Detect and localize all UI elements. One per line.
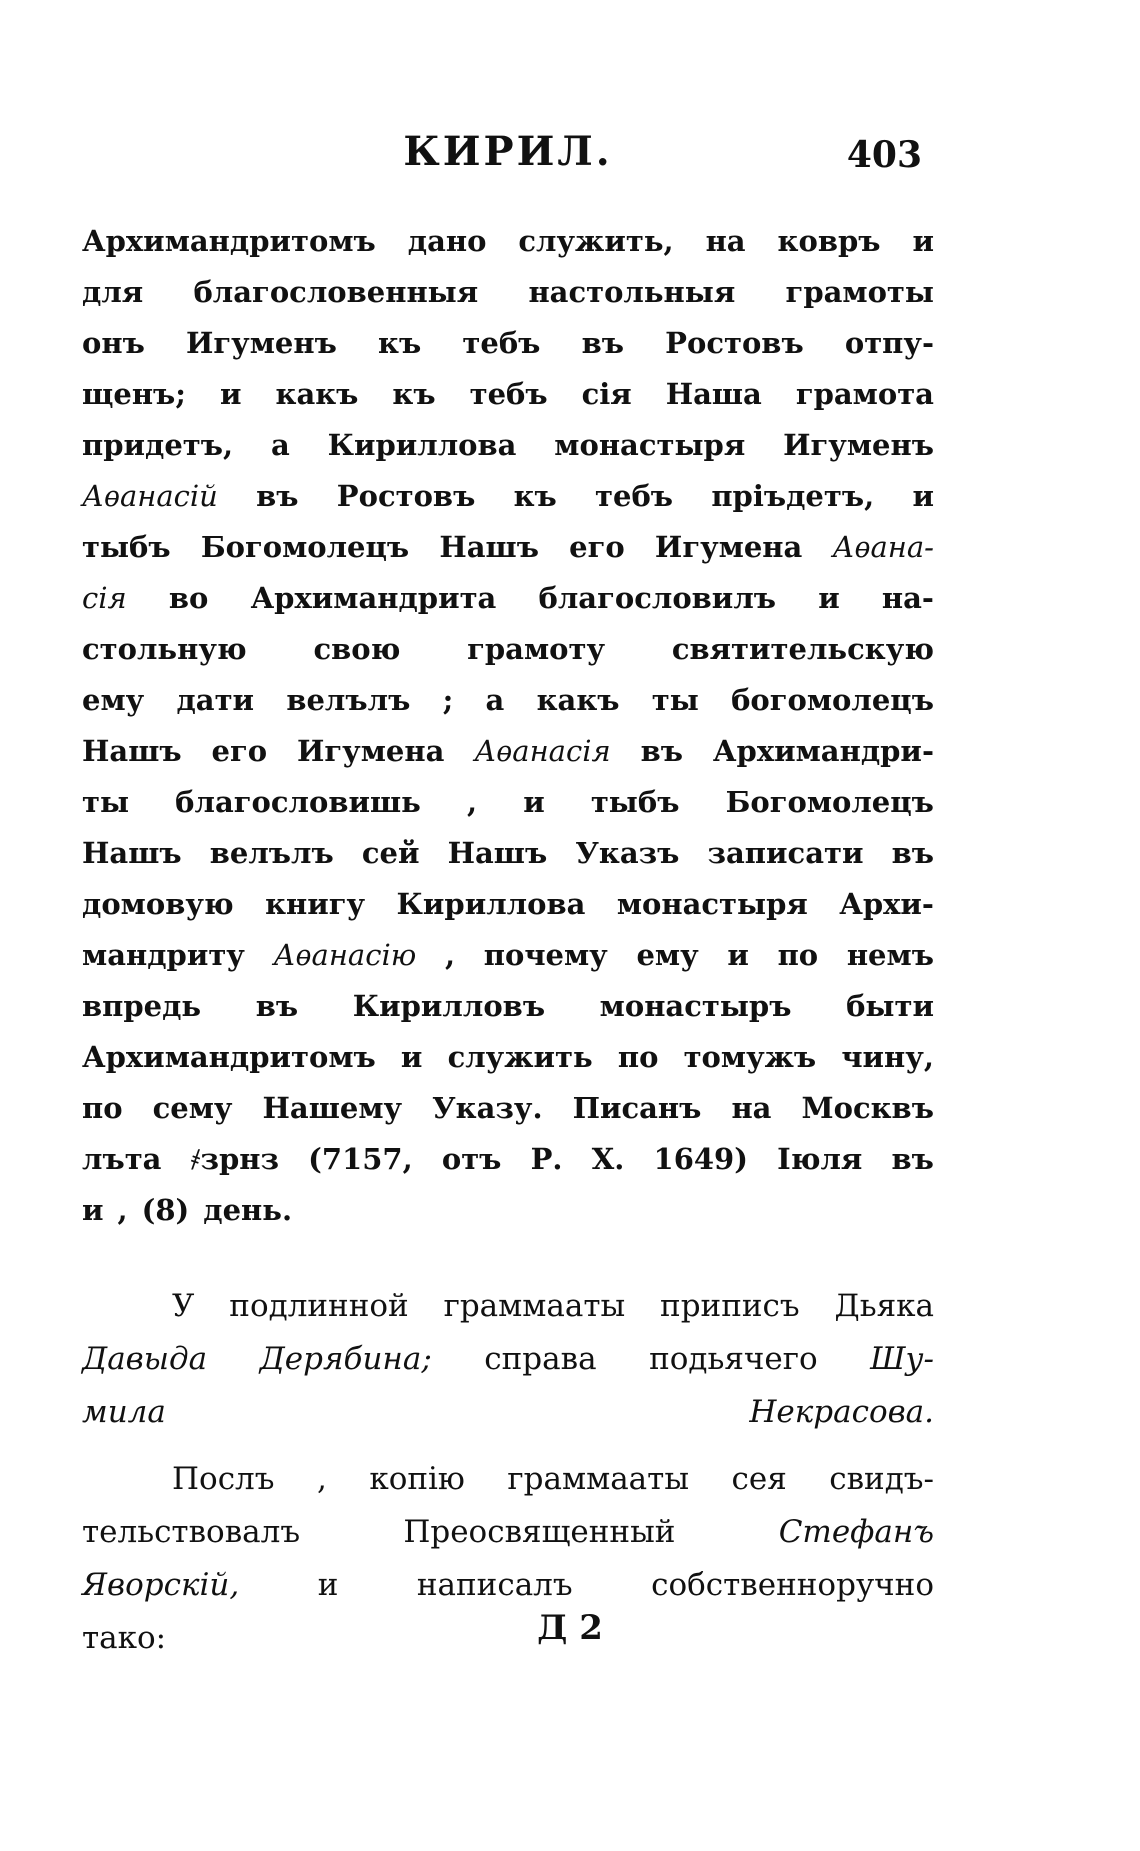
word: Игуменъ (186, 326, 337, 360)
word: Богомолецъ (725, 785, 934, 819)
word: Кирилловъ (352, 989, 546, 1023)
word: Некрасова. (749, 1394, 934, 1430)
word: ковръ (777, 224, 881, 258)
word: граммааты (507, 1461, 689, 1497)
word: Богомолецъ (200, 530, 410, 564)
word: ; (442, 683, 454, 717)
word: Наша (665, 377, 762, 411)
word: грамоту (467, 632, 606, 666)
text-line (82, 216, 934, 267)
word: сія (82, 581, 127, 615)
word: впредь (82, 989, 202, 1023)
word: Аѳанасія (474, 734, 611, 768)
word: Кириллова (327, 428, 517, 462)
word: на (731, 1091, 772, 1125)
word: , (444, 938, 456, 972)
word: Давыда (82, 1341, 208, 1377)
word: къ (513, 479, 557, 513)
word: домовую (82, 887, 234, 921)
word: велълъ (286, 683, 411, 717)
word: святительскую (671, 632, 934, 666)
word: ему (636, 938, 699, 972)
word: ему (82, 683, 145, 717)
word: Москвъ (801, 1091, 934, 1125)
word: монастыря (616, 887, 808, 921)
word: на (705, 224, 746, 258)
word: тыбъ (82, 530, 171, 564)
word: на- (881, 581, 934, 615)
word: Аѳанасію (273, 938, 417, 972)
word: Послъ (172, 1461, 275, 1497)
word: тебъ (469, 377, 548, 411)
word: граммааты (443, 1288, 626, 1324)
word: по (82, 1091, 123, 1125)
word: и (727, 938, 749, 972)
word: для (82, 275, 144, 309)
word: по (777, 938, 819, 972)
running-title: КИРИЛ. (403, 128, 613, 175)
word: отпу- (844, 326, 934, 360)
text-line (82, 777, 934, 828)
word: быти (846, 989, 934, 1023)
word: настольныя (528, 275, 736, 309)
word: въ (256, 479, 299, 513)
text-line (82, 1032, 934, 1083)
word: (7157, (308, 1142, 413, 1176)
word: Архимандритомъ (82, 224, 376, 258)
text-line (82, 1134, 934, 1185)
word: Нашъ (439, 530, 539, 564)
word: справа (484, 1341, 597, 1377)
word: У (172, 1288, 195, 1324)
word: стольную (82, 632, 247, 666)
word: подьячего (649, 1341, 818, 1377)
word: какъ (536, 683, 620, 717)
word: Х. (591, 1142, 625, 1176)
word: щенъ; (82, 377, 187, 411)
text-line (82, 318, 934, 369)
word: тыбъ (590, 785, 680, 819)
word: Архимандрита (250, 581, 497, 615)
word: тельствовалъ (82, 1514, 301, 1550)
word: немъ (846, 938, 934, 972)
word: его (211, 734, 268, 768)
word: написалъ (416, 1567, 573, 1603)
word: Яворскій, (82, 1567, 240, 1603)
word: Ростовъ (336, 479, 476, 513)
word: , (117, 1193, 128, 1227)
text-line (82, 573, 934, 624)
word: книгу (265, 887, 366, 921)
word: и (400, 1040, 423, 1074)
text-line (82, 981, 934, 1032)
word: къ (392, 377, 436, 411)
word: Игуменъ (783, 428, 934, 462)
word: мила (82, 1394, 166, 1430)
word: монастыря (554, 428, 746, 462)
word: ты (82, 785, 130, 819)
word: ҂зрнз (190, 1142, 279, 1176)
word: велълъ (209, 836, 334, 870)
gathering-signature: Д 2 (537, 1608, 603, 1648)
word: и (82, 1193, 104, 1227)
word: Шу- (870, 1341, 934, 1377)
word: и (317, 1567, 339, 1603)
word: тебъ (595, 479, 674, 513)
word: Аѳана- (832, 530, 934, 564)
word: его (569, 530, 625, 564)
page-number: 403 (846, 134, 922, 176)
word: сему (152, 1091, 233, 1125)
text-line (82, 624, 934, 675)
word: Архимандритомъ (82, 1040, 376, 1074)
word: Іюля (777, 1142, 863, 1176)
text-line (82, 522, 934, 573)
word: , (316, 1461, 327, 1497)
word: (8) (141, 1193, 190, 1227)
text-line (82, 1083, 934, 1134)
word: онъ (82, 326, 145, 360)
word: а (270, 428, 290, 462)
word: Нашъ (82, 836, 182, 870)
word: отъ (441, 1142, 502, 1176)
word: въ (255, 989, 299, 1023)
word: въ (891, 1142, 934, 1176)
word: Нашъ (447, 836, 548, 870)
word: служить, (518, 224, 674, 258)
word: и (818, 581, 840, 615)
word: Нашему (262, 1091, 403, 1125)
word: Р. (530, 1142, 563, 1176)
word: грамота (795, 377, 934, 411)
word: и (220, 377, 242, 411)
text-line (82, 1559, 934, 1612)
word: тако: (82, 1620, 167, 1656)
word: почему (483, 938, 608, 972)
text-line (82, 471, 934, 522)
word: грамоты (785, 275, 934, 309)
word: Стефанъ (778, 1514, 934, 1550)
text-line (82, 675, 934, 726)
word: Указу. (432, 1091, 543, 1125)
word: благословенныя (193, 275, 479, 309)
word: приписъ (660, 1288, 800, 1324)
word: Аѳанасій (82, 479, 218, 513)
word: Кириллова (396, 887, 586, 921)
word: сея (731, 1461, 787, 1497)
word: Дерябина; (259, 1341, 432, 1377)
text-line (82, 879, 934, 930)
word: Игумена (654, 530, 803, 564)
word: день. (203, 1193, 293, 1227)
word: тебъ (462, 326, 541, 360)
word: и (523, 785, 545, 819)
word: ты (651, 683, 699, 717)
word: благословилъ (538, 581, 777, 615)
word: сей (361, 836, 420, 870)
word: мандриту (82, 938, 245, 972)
word: чину, (841, 1040, 934, 1074)
text-line (82, 369, 934, 420)
word: и (912, 479, 934, 513)
word: Преосвященный (403, 1514, 676, 1550)
text-line (82, 1506, 934, 1559)
word: лъта (82, 1142, 162, 1176)
word: по (617, 1040, 659, 1074)
text-line (82, 1453, 934, 1506)
word: Ростовъ (665, 326, 804, 360)
word: сія (581, 377, 632, 411)
text-line (82, 267, 934, 318)
word: и (912, 224, 934, 258)
word: къ (378, 326, 422, 360)
text-line (82, 1386, 934, 1439)
word: собственноручно (651, 1567, 934, 1603)
word: а (485, 683, 505, 717)
word: томужъ (683, 1040, 817, 1074)
word: Архимандри- (712, 734, 934, 768)
text-line (82, 930, 934, 981)
word: свою (313, 632, 401, 666)
word: копію (369, 1461, 465, 1497)
word: Нашъ (82, 734, 182, 768)
word: какъ (275, 377, 359, 411)
word: богомолецъ (731, 683, 934, 717)
word: пріъдетъ, (711, 479, 875, 513)
word: 1649) (653, 1142, 748, 1176)
word: благословишь (175, 785, 421, 819)
text-line (82, 420, 934, 471)
word: Архи- (839, 887, 934, 921)
running-head (82, 128, 934, 188)
word: въ (891, 836, 934, 870)
word: монастыръ (599, 989, 792, 1023)
text-line (82, 1333, 934, 1386)
word: свидъ- (829, 1461, 934, 1497)
word: дано (407, 224, 487, 258)
word: Писанъ (572, 1091, 702, 1125)
word: въ (640, 734, 684, 768)
word: подлинной (229, 1288, 409, 1324)
word: Указъ (575, 836, 680, 870)
word: служить (447, 1040, 593, 1074)
text-line (82, 1185, 934, 1236)
text-line (82, 726, 934, 777)
text-line (82, 828, 934, 879)
main-paragraph (82, 216, 934, 1236)
word: Дьяка (834, 1288, 934, 1324)
word: Игумена (297, 734, 445, 768)
word: , (466, 785, 478, 819)
word: во (168, 581, 209, 615)
text-line (82, 1280, 934, 1333)
word: дати (176, 683, 255, 717)
word: придетъ, (82, 428, 234, 462)
word: записати (707, 836, 864, 870)
word: въ (581, 326, 624, 360)
